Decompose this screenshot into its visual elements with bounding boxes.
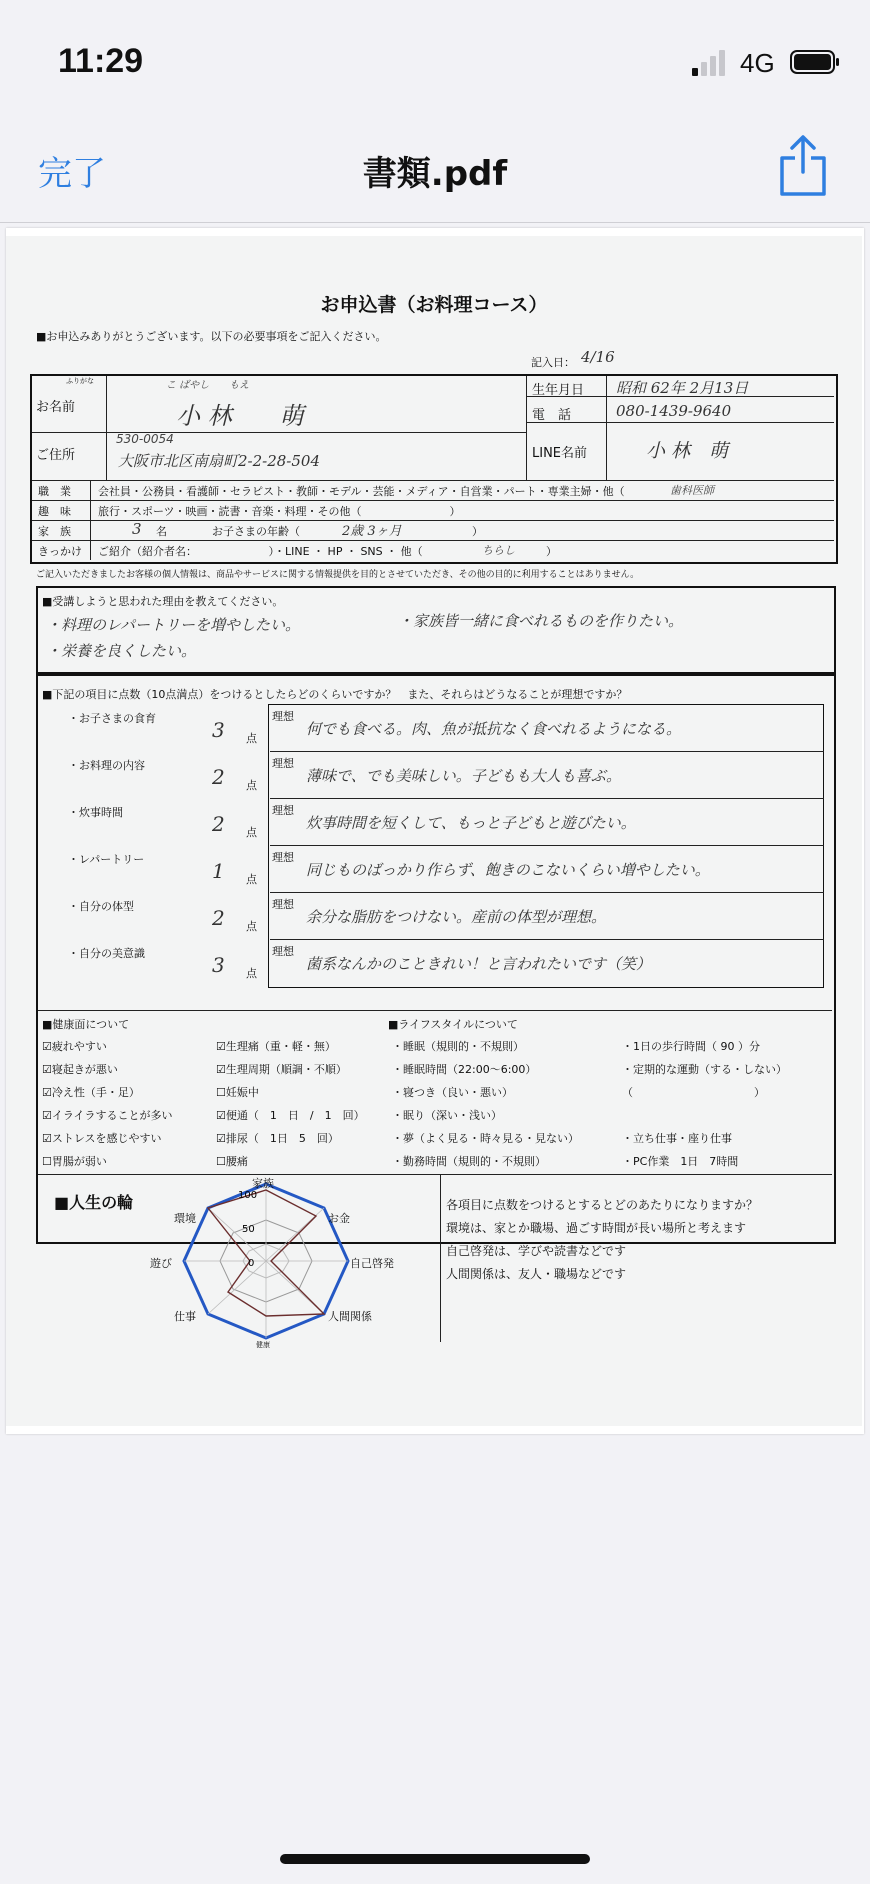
score-value: 3 bbox=[212, 718, 225, 742]
ideal-box bbox=[268, 704, 824, 988]
home-indicator bbox=[280, 1854, 590, 1864]
score-value: 1 bbox=[212, 859, 225, 883]
wheel-note: 各項目に点数をつけるとするとどのあたりになりますか？ bbox=[446, 1198, 759, 1212]
hobby-label: 趣 味 bbox=[38, 505, 71, 518]
ideal-label: 理想 bbox=[272, 945, 294, 958]
lifestyle-item: ・立ち仕事・座り仕事 bbox=[622, 1132, 732, 1145]
score-item-label: ・お子さまの食育 bbox=[68, 712, 156, 725]
phone-value: 080-1439-9640 bbox=[616, 402, 732, 420]
lifestyle-item: ・睡眠（規則的・不規則） bbox=[392, 1040, 524, 1053]
score-item-label: ・レパートリー bbox=[68, 853, 145, 866]
reason-heading: ■受講しようと思われた理由を教えてください。 bbox=[42, 595, 284, 608]
name-value: 小 林 萌 bbox=[176, 402, 304, 430]
name-furigana-value: こ ばやし もえ bbox=[166, 380, 250, 391]
network-type: 4G bbox=[740, 48, 775, 78]
reason-3: ・栄養を良くしたい。 bbox=[46, 642, 197, 660]
address-label: ご住所 bbox=[36, 448, 76, 463]
lifestyle-item: ・定期的な運動（する・しない） bbox=[622, 1063, 787, 1076]
health-item: ☑生理痛（重・軽・無） bbox=[216, 1040, 336, 1053]
health-item: ☑寝起きが悪い bbox=[42, 1063, 118, 1076]
score-item-label: ・自分の体型 bbox=[68, 900, 134, 913]
wheel-tick-50: 50 bbox=[242, 1224, 255, 1235]
score-value: 3 bbox=[212, 953, 225, 977]
wheel-label-health: 健康 bbox=[256, 1341, 270, 1349]
ideal-label: 理想 bbox=[272, 851, 294, 864]
lifestyle-item: ・睡眠時間（22:00〜6:00） bbox=[392, 1063, 537, 1076]
hobby-options: 旅行・スポーツ・映画・読書・音楽・料理・その他（ ） bbox=[98, 505, 461, 518]
privacy-note: ご記入いただきましたお客様の個人情報は、商品やサービスに関する情報提供を目的とさせていただき、その他の目的に利用することはありません。 bbox=[36, 570, 640, 580]
status-time: 11:29 bbox=[58, 42, 144, 80]
name-label: お名前 bbox=[36, 400, 76, 415]
share-icon[interactable] bbox=[778, 134, 828, 198]
furigana-label: ふりがな bbox=[66, 377, 94, 385]
child-age-end: ） bbox=[472, 525, 483, 538]
lifestyle-item: ・PC作業 1日 7時間 bbox=[622, 1155, 739, 1168]
ideal-label: 理想 bbox=[272, 898, 294, 911]
child-age-value: 2歳 3ヶ月 bbox=[342, 524, 402, 539]
wheel-label-self-development: 自己啓発 bbox=[350, 1257, 394, 1270]
wheel-note: 自己啓発は、学びや読書などです bbox=[446, 1244, 627, 1258]
wheel-label-money: お金 bbox=[328, 1212, 350, 1225]
wheel-note: 環境は、家とか職場、過ごす時間が長い場所と考えます bbox=[446, 1221, 747, 1235]
ideal-row-divider bbox=[270, 751, 824, 752]
family-value: 3 bbox=[132, 520, 142, 538]
phone-label: 電 話 bbox=[532, 408, 572, 423]
trigger-label: きっかけ bbox=[38, 545, 82, 558]
health-item: ☐腰痛 bbox=[216, 1155, 248, 1168]
health-item: ☐妊娠中 bbox=[216, 1086, 259, 1099]
score-value: 2 bbox=[212, 906, 225, 930]
ideal-row-divider bbox=[270, 845, 824, 846]
score-item-label: ・お料理の内容 bbox=[68, 759, 145, 772]
health-item: ☑イライラすることが多い bbox=[42, 1109, 173, 1122]
ideal-text: 炊事時間を短くして、もっと子どもと遊びたい。 bbox=[306, 814, 636, 832]
line-value: 小 林 萌 bbox=[646, 440, 729, 462]
birth-label: 生年月日 bbox=[532, 383, 585, 398]
ideal-text: 薄味で、でも美味しい。子どもも大人も喜ぶ。 bbox=[306, 767, 622, 785]
score-value: 2 bbox=[212, 812, 225, 836]
form-title: お申込書（お料理コース） bbox=[320, 294, 548, 316]
point-unit: 点 bbox=[246, 873, 257, 886]
score-item-label: ・自分の美意識 bbox=[68, 947, 145, 960]
reason-1: ・料理のレパートリーを増やしたい。 bbox=[46, 616, 300, 634]
point-unit: 点 bbox=[246, 779, 257, 792]
lifestyle-item: ・1日の歩行時間（ 90 ）分 bbox=[622, 1040, 760, 1053]
lifestyle-item: ・眠り（深い・浅い） bbox=[392, 1109, 502, 1122]
lifestyle-item: ・勤務時間（規則的・不規則） bbox=[392, 1155, 546, 1168]
score-value: 2 bbox=[212, 765, 225, 789]
lifestyle-item: ・夢（よく見る・時々見る・見ない） bbox=[392, 1132, 579, 1145]
ideal-label: 理想 bbox=[272, 710, 294, 723]
health-heading: ■健康面について bbox=[42, 1018, 130, 1031]
health-item: ☑ストレスを感じやすい bbox=[42, 1132, 162, 1145]
lifestyle-item: ・寝つき（良い・悪い） bbox=[392, 1086, 513, 1099]
child-age-label: お子さまの年齢（ bbox=[212, 525, 300, 538]
navigation-bar bbox=[0, 110, 870, 222]
health-item: ☑疲れやすい bbox=[42, 1040, 107, 1053]
wheel-label-family: 家族 bbox=[252, 1177, 274, 1190]
wheel-label-play: 遊び bbox=[150, 1257, 172, 1270]
ideal-text: 同じものばっかり作らず、飽きのこないくらい増やしたい。 bbox=[306, 861, 710, 879]
health-item: ☑便通（ 1 日 / 1 回） bbox=[216, 1109, 365, 1122]
job-value: 歯科医師 bbox=[670, 484, 714, 497]
cellular-signal-icon bbox=[690, 50, 730, 76]
ideal-text: 余分な脂肪をつけない。産前の体型が理想。 bbox=[306, 908, 607, 926]
wheel-note: 人間関係は、友人・職場などです bbox=[446, 1267, 627, 1281]
document-title: 書類.pdf bbox=[362, 154, 508, 194]
battery-icon bbox=[790, 50, 840, 74]
trigger-value: ちらし bbox=[482, 544, 515, 557]
wheel-tick-0: 0 bbox=[248, 1258, 255, 1269]
family-label: 家 族 bbox=[38, 525, 71, 538]
date-value: 4/16 bbox=[581, 348, 615, 366]
ideal-text: 菌系なんかのこときれい！と言われたいです（笑） bbox=[306, 955, 652, 973]
done-button[interactable]: 完了 bbox=[38, 154, 106, 194]
ideal-label: 理想 bbox=[272, 757, 294, 770]
family-unit: 名 bbox=[156, 525, 167, 538]
nav-separator bbox=[0, 222, 870, 223]
trigger-options: ご紹介（紹介者名： ）・LINE ・ HP ・ SNS ・ 他（ bbox=[98, 545, 423, 558]
point-unit: 点 bbox=[246, 920, 257, 933]
scanned-form bbox=[6, 236, 862, 1426]
postal-value: 530-0054 bbox=[116, 432, 174, 446]
health-item: ☑生理周期（順調・不順） bbox=[216, 1063, 347, 1076]
trigger-end: ） bbox=[546, 545, 557, 558]
reason-2: ・家族皆一緒に食べれるものを作りたい。 bbox=[398, 612, 684, 630]
health-item: ☑冷え性（手・足） bbox=[42, 1086, 140, 1099]
address-value: 大阪市北区南扇町2-2-28-504 bbox=[118, 452, 321, 470]
wheel-tick-100: 100 bbox=[238, 1190, 258, 1201]
ideal-text: 何でも食べる。肉、魚が抵抗なく食べれるようになる。 bbox=[306, 720, 682, 738]
job-options: 会社員・公務員・看護師・セラピスト・教師・モデル・芸能・メディア・自営業・パート・専業主婦・他（ bbox=[98, 485, 625, 498]
birth-value: 昭和 62年 2月13日 bbox=[616, 379, 749, 397]
ideal-row-divider bbox=[270, 892, 824, 893]
wheel-label-work: 仕事 bbox=[174, 1310, 196, 1323]
point-unit: 点 bbox=[246, 826, 257, 839]
form-intro: ■お申込みありがとうございます。以下の必要事項をご記入ください。 bbox=[36, 330, 387, 343]
ideal-row-divider bbox=[270, 939, 824, 940]
score-heading: ■下記の項目に点数（10点満点）をつけるとしたらどのくらいですか？ また、それらはどうなることが理想ですか？ bbox=[42, 688, 628, 701]
lifestyle-heading: ■ライフスタイルについて bbox=[388, 1018, 518, 1031]
wheel-heading: ■人生の輪 bbox=[54, 1193, 134, 1212]
score-item-label: ・炊事時間 bbox=[68, 806, 123, 819]
point-unit: 点 bbox=[246, 967, 257, 980]
status-bar bbox=[0, 0, 870, 110]
job-label: 職 業 bbox=[38, 485, 71, 498]
health-item: ☐胃腸が弱い bbox=[42, 1155, 107, 1168]
health-item: ☑排尿（ 1日 5 回） bbox=[216, 1132, 339, 1145]
ideal-row-divider bbox=[270, 798, 824, 799]
ideal-label: 理想 bbox=[272, 804, 294, 817]
point-unit: 点 bbox=[246, 732, 257, 745]
lifestyle-item: （ ） bbox=[622, 1086, 765, 1099]
date-label: 記入日： bbox=[531, 356, 575, 369]
wheel-label-environment: 環境 bbox=[174, 1212, 196, 1225]
wheel-label-relationships: 人間関係 bbox=[328, 1310, 372, 1323]
line-label: LINE名前 bbox=[532, 446, 588, 461]
